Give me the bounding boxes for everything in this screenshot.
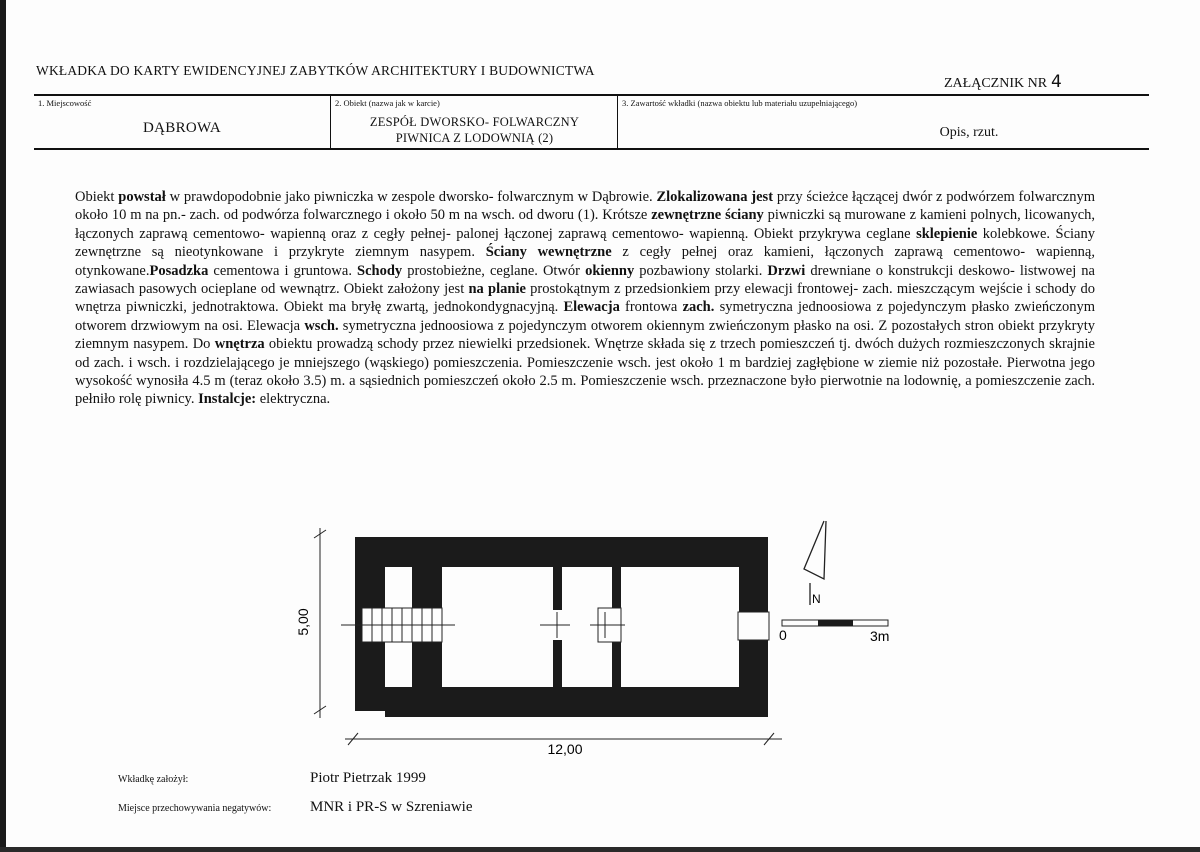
created-by-value: Piotr Pietrzak 1999 bbox=[310, 770, 426, 786]
description-run: prostobieżne, ceglane. Otwór bbox=[402, 262, 586, 279]
locality-label: 1. Miejscowość bbox=[38, 98, 92, 108]
description-run: z cegły pełnej oraz kamieni, łączonych zaprawą cementowo- wapienną, otynkowane. bbox=[75, 244, 1095, 279]
description-bold: wsch. bbox=[304, 317, 339, 334]
dimension-height-label: 5,00 bbox=[295, 608, 311, 636]
description-run: prostokątnym z przedsionkiem przy elewacji frontowej- zach. mieszczącym wejście i schody do wnętrza piwniczki, jednotraktowa. Obiekt ma bryłę zwartą, jednokondygnacyjną. bbox=[75, 281, 1096, 316]
contents-value: Opis, rzut. bbox=[939, 125, 999, 140]
negatives-value: MNR i PR-S w Szreniawie bbox=[310, 799, 473, 815]
description-bold: sklepienie bbox=[916, 225, 978, 242]
description-bold: wnętrza bbox=[214, 336, 265, 353]
description-run: kolebkowe. Ściany zewnętrzne są nieotynkowane i przykryte ziemnym nasypem. bbox=[75, 225, 1095, 261]
description-bold: zach. bbox=[682, 299, 715, 316]
document-title: WKŁADKA DO KARTY EWIDENCYJNEJ ZABYTKÓW ARCHITEKTURY I BUDOWNICTWA bbox=[36, 63, 595, 78]
dimension-width-label: 12,00 bbox=[547, 741, 583, 757]
negatives-label: Miejsce przechowywania negatywów: bbox=[118, 803, 272, 814]
description-run: cementowa i gruntowa. bbox=[208, 262, 358, 279]
south-wall bbox=[385, 687, 768, 717]
description-bold: zewnętrzne ściany bbox=[651, 207, 764, 224]
scale-end: 3m bbox=[870, 628, 890, 644]
description-run: przy ścieżce łączącej dwór z podwórzem folwarcznym około 10 m na pn.- zach. od podwórza folwarcznego i około 50 m na wsch. od dworu (1). Krótsze bbox=[75, 189, 1096, 224]
annex-number: 4 bbox=[1051, 72, 1062, 92]
description-bold: Elewacja bbox=[563, 299, 620, 316]
description-run: symetryczna jednoosiowa z pojedynczym otworem okiennym zwieńczonym płasko na osi. Z pozostałych stron obiekt przykryty ziemnym nasypem. Do bbox=[75, 317, 1096, 353]
description-run: elektryczna. bbox=[256, 391, 331, 408]
description-bold: Posadzka bbox=[149, 262, 209, 279]
description-bold: Schody bbox=[357, 262, 403, 279]
description-bold: Ściany wewnętrzne bbox=[485, 244, 612, 261]
description-bold: powstał bbox=[118, 189, 166, 205]
description-bold: Drzwi bbox=[767, 262, 806, 279]
created-by-label: Wkładkę założył: bbox=[118, 774, 189, 785]
description-bold: Zlokalizowana jest bbox=[656, 189, 774, 205]
description-run: w prawdopodobnie jako piwniczka w zespole dworsko- folwarcznym w Dąbrowie. bbox=[165, 189, 657, 205]
locality-value: DĄBROWA bbox=[143, 120, 221, 136]
contents-label: 3. Zawartość wkładki (nazwa obiektu lub materiału uzupełniającego) bbox=[622, 98, 858, 108]
description-bold: Instalcje: bbox=[198, 391, 257, 408]
object-value-line1: ZESPÓŁ DWORSKO- FOLWARCZNY bbox=[369, 115, 580, 129]
description-bold: okienny bbox=[585, 262, 635, 279]
description-bold: na planie bbox=[468, 281, 526, 298]
object-label: 2. Obiekt (nazwa jak w karcie) bbox=[335, 98, 440, 108]
window-east bbox=[738, 612, 769, 640]
description-run: drewniane o konstrukcji deskowo- listwowej na zawiasach pasowych ocieplane od wewnątrz. Obiekt założony jest bbox=[75, 262, 1095, 298]
description-run: pozbawiony stolarki. bbox=[634, 262, 768, 279]
description-run: obiektu prowadzą schody przez niewielki przedsionek. Wnętrze składa się z trzech pomieszczeń tj. dwóch dużych rozmieszczonych skrajnie od zach. i wsch. i rozdzielającego je mniejszego (wąskiego) pomieszczenia. Pomieszczenie wsch. jest około 1 m bardziej zagłębione w ziemie niż pozostałe. Pierwotna jego wysokość wynosiła 4.5 m (teraz około 3.5) m. a sąsiednich pomieszczeń około 2.5 m. Pomieszczenie wsch. przeznaczone było pierwotnie na lodownię, a pomieszczenie zach. pełniło rolę piwnicy. bbox=[75, 336, 1095, 408]
object-value-line2: PIWNICA Z LODOWNIĄ (2) bbox=[395, 131, 554, 145]
annex-text: ZAŁĄCZNIK NR bbox=[944, 76, 1048, 91]
scale-bar bbox=[782, 620, 888, 626]
description-run: symetryczna jednoosiowa z pojedynczym płasko zwieńczonym otworem drzwiowym na osi. Elewacja bbox=[75, 299, 1096, 334]
description-run: frontowa bbox=[619, 299, 683, 316]
scale-start: 0 bbox=[779, 627, 787, 643]
north-label: N bbox=[812, 592, 821, 606]
north-wall bbox=[385, 537, 768, 567]
description-run: piwniczki są murowane z kamieni polnych, licowanych, łączonych zaprawą cementowo- wapienną oraz z cegły pełnej- palonej łączonej zaprawą cementowo- wapienną. Obiekt przykrywa ceglane bbox=[75, 207, 1096, 242]
description-run: Obiekt bbox=[75, 189, 119, 205]
